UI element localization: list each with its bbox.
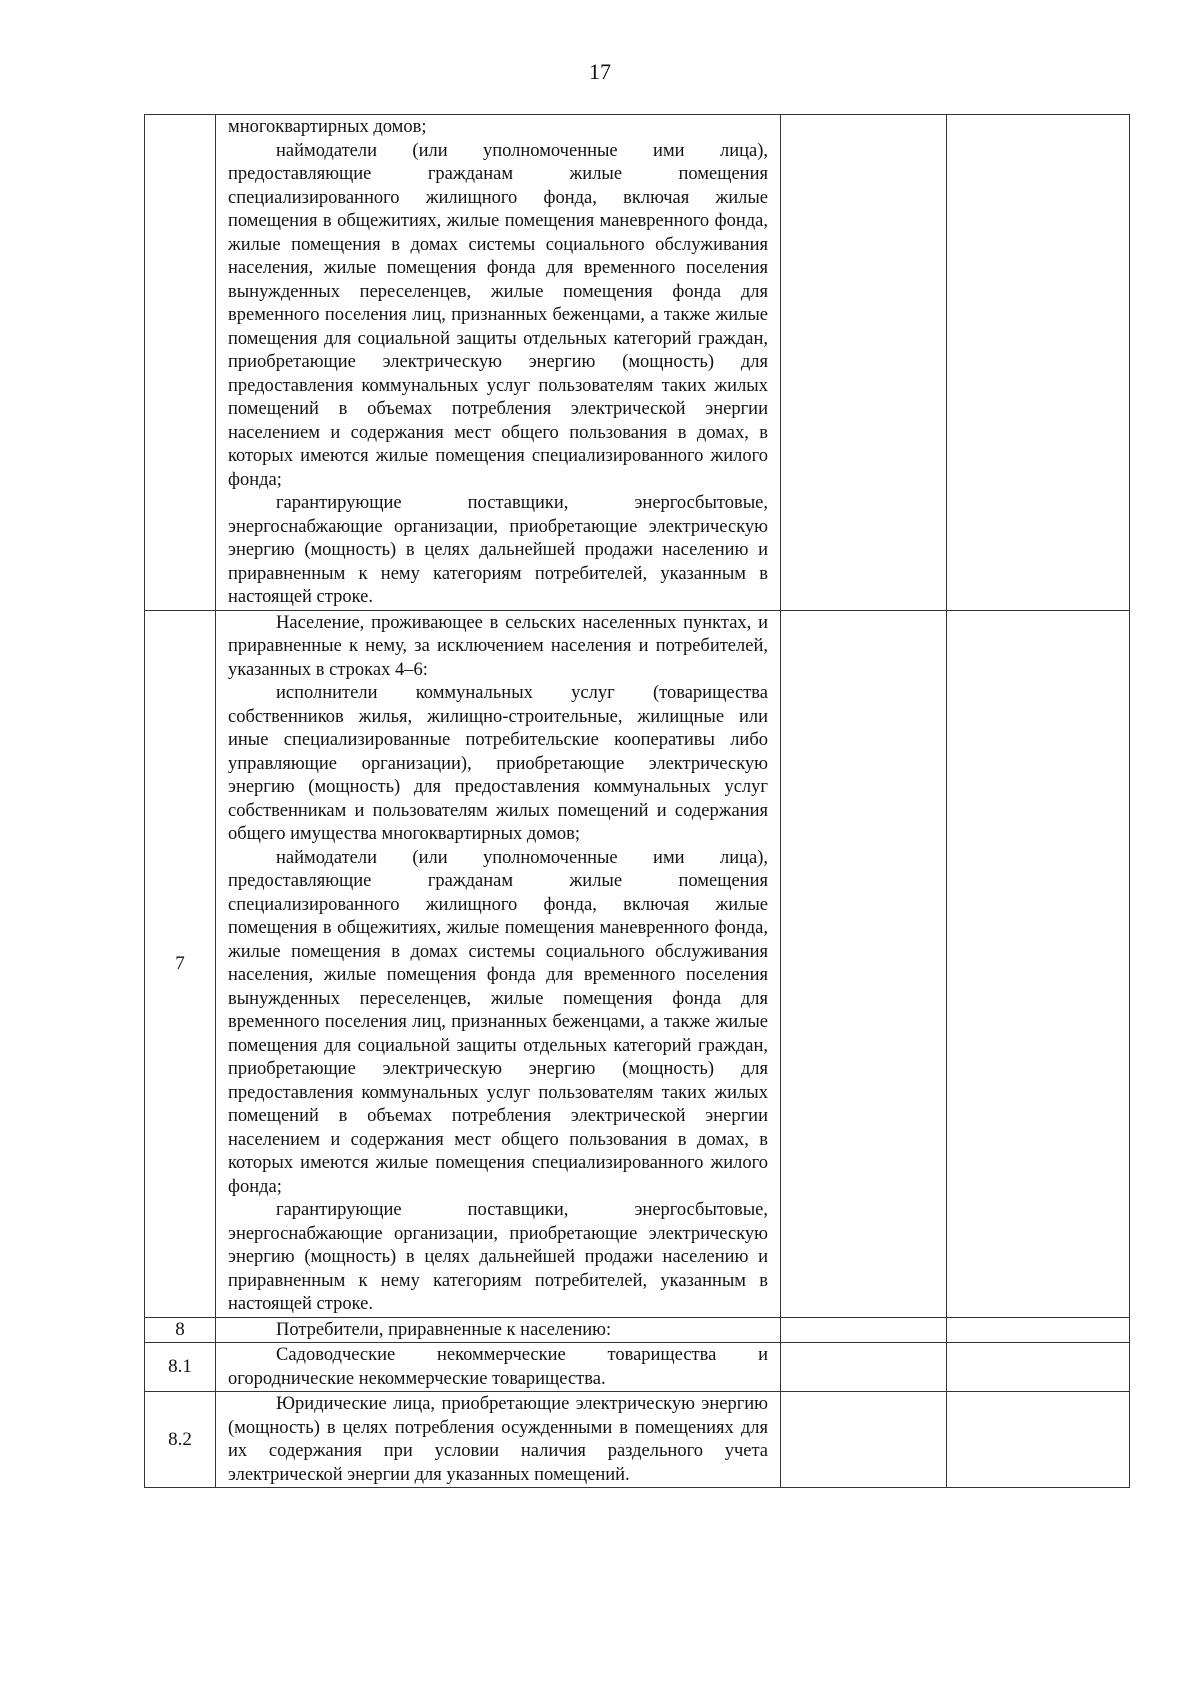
paragraph: Юридические лица, приобретающие электрическую энергию (мощность) в целях потребления осужденными в помещениях для их содержания при условии наличия раздельного учета электрической энергии для указанных помещений.: [228, 1394, 768, 1485]
paragraph: исполнители коммунальных услуг (товарищества собственников жилья, жилищно-строительные, жилищные или иные специализированные потребительские кооперативы либо управляющие организации), приобретающие электрическую энергию (мощность) для предоставления коммунальных услуг собственникам и пользователям жилых помещений и содержания общего имущества многоквартирных домов;: [228, 683, 768, 844]
paragraph: Садоводческие некоммерческие товарищества и огороднические некоммерческие товарищества.: [228, 1345, 768, 1389]
value-cell: [947, 115, 1130, 611]
value-cell: [947, 1317, 1130, 1343]
row-description-cell: [216, 1392, 781, 1488]
row-number-cell: [145, 115, 216, 611]
table-row: [145, 115, 1130, 611]
table-row: [145, 1317, 1130, 1343]
page-number: 17: [589, 59, 611, 84]
paragraph: наймодатели (или уполномоченные ими лица), предоставляющие гражданам жилые помещения специализированного жилищного фонда, включая жилые помещения в общежитиях, жилые помещения маневренного фонда, жилые помещения в домах системы социального обслуживания населения, жилые помещения фонда для временного поселения вынужденных переселенцев, жилые помещения фонда для временного поселения лиц, признанных беженцами, а также жилые помещения для социальной защиты отдельных категорий граждан, приобретающие электрическую энергию (мощность) для предоставления коммунальных услуг пользователям таких жилых помещений в объемах потребления электрической энергии населением и содержания мест общего пользования в домах, в которых имеются жилые помещения специализированного жилого фонда;: [228, 847, 768, 1197]
row-number-cell: 8.1: [145, 1343, 216, 1392]
value-cell: [781, 1343, 947, 1392]
value-cell: [947, 1392, 1130, 1488]
paragraph: Население, проживающее в сельских населенных пунктах, и приравненные к нему, за исключением населения и потребителей, указанных в строках 4–6:: [228, 612, 768, 680]
row-description-cell: [216, 115, 781, 611]
paragraph: Потребители, приравненные к населению:: [276, 1319, 612, 1340]
row-description-cell: [216, 610, 781, 1317]
row-description-cell: [216, 1317, 781, 1343]
row-number-cell: 8: [145, 1317, 216, 1343]
row-number-cell: 8.2: [145, 1392, 216, 1488]
paragraph: гарантирующие поставщики, энергосбытовые, энергоснабжающие организации, приобретающие электрическую энергию (мощность) в целях дальнейшей продажи населению и приравненным к нему категориям потребителей, указанным в настоящей строке.: [228, 493, 768, 607]
table-row: [145, 1343, 1130, 1392]
row-number-cell: 7: [145, 610, 216, 1317]
tariff-table: [144, 114, 1130, 1488]
value-cell: [781, 115, 947, 611]
value-cell: [947, 1343, 1130, 1392]
table-row: [145, 1392, 1130, 1488]
table-row: [145, 610, 1130, 1317]
value-cell: [781, 1317, 947, 1343]
paragraph: гарантирующие поставщики, энергосбытовые, энергоснабжающие организации, приобретающие электрическую энергию (мощность) в целях дальнейшей продажи населению и приравненным к нему категориям потребителей, указанным в настоящей строке.: [228, 1200, 768, 1314]
value-cell: [781, 1392, 947, 1488]
paragraph: многоквартирных домов;: [228, 117, 427, 137]
value-cell: [781, 610, 947, 1317]
row-description-cell: [216, 1343, 781, 1392]
value-cell: [947, 610, 1130, 1317]
paragraph: наймодатели (или уполномоченные ими лица), предоставляющие гражданам жилые помещения специализированного жилищного фонда, включая жилые помещения в общежитиях, жилые помещения маневренного фонда, жилые помещения в домах системы социального обслуживания населения, жилые помещения фонда для временного поселения вынужденных переселенцев, жилые помещения фонда для временного поселения лиц, признанных беженцами, а также жилые помещения для социальной защиты отдельных категорий граждан, приобретающие электрическую энергию (мощность) для предоставления коммунальных услуг пользователям таких жилых помещений в объемах потребления электрической энергии населением и содержания мест общего пользования в домах, в которых имеются жилые помещения специализированного жилого фонда;: [228, 140, 768, 490]
